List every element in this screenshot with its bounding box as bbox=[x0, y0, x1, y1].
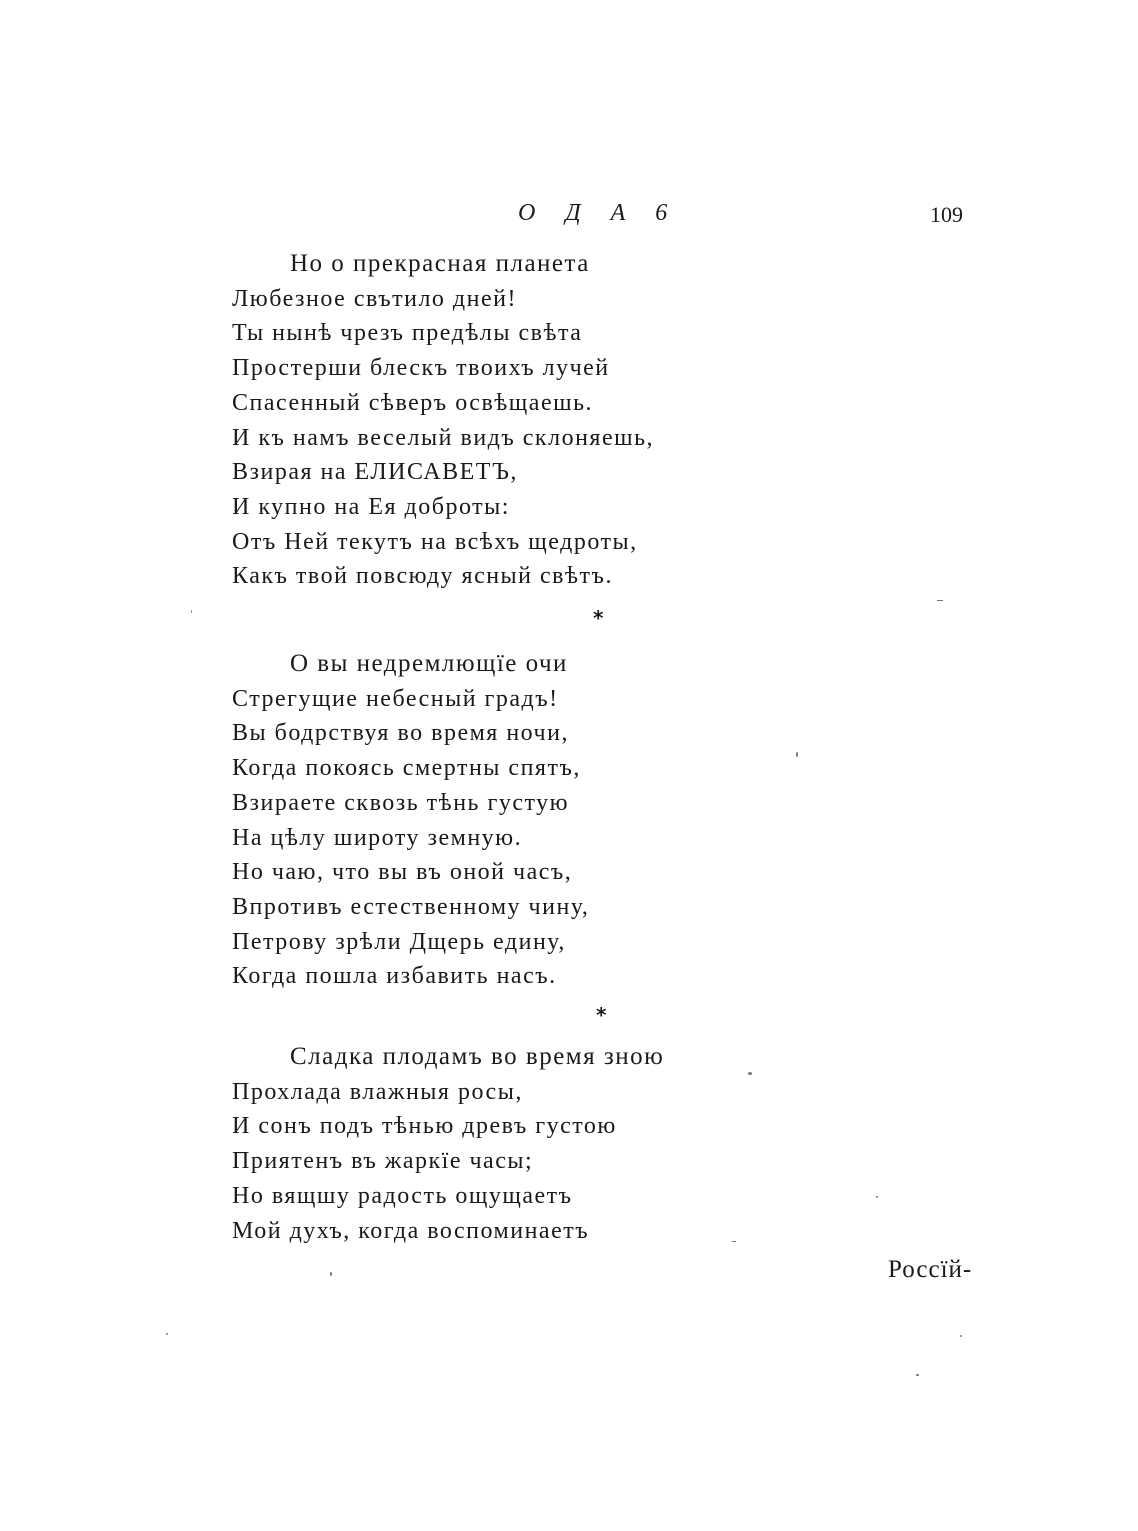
scan-speck bbox=[330, 1272, 332, 1276]
catchword: Россїй- bbox=[888, 1256, 973, 1283]
stanza-3 bbox=[232, 1040, 664, 1248]
verse-line: Простерши блескъ твоихъ лучей bbox=[232, 355, 610, 382]
verse-line: Стрегущие небесный градъ! bbox=[232, 685, 559, 712]
scan-speck bbox=[876, 1196, 878, 1198]
verse-line: Когда пошла избавить насъ. bbox=[232, 963, 557, 990]
verse-line: Петрову зрѣли Дщерь едину, bbox=[232, 928, 566, 955]
scan-speck bbox=[916, 1374, 919, 1376]
verse-line: Приятенъ въ жаркїе часы; bbox=[232, 1148, 534, 1175]
verse-line: Сладка плодамъ во время зною bbox=[290, 1043, 665, 1070]
running-title: О Д А 6 bbox=[518, 200, 680, 226]
scan-speck bbox=[796, 752, 798, 757]
verse-line: Но о прекрасная планета bbox=[290, 250, 590, 277]
verse-line: Отъ Ней текутъ на всѣхъ щедроты, bbox=[232, 528, 638, 555]
scan-speck bbox=[960, 1335, 962, 1337]
scan-speck bbox=[166, 1333, 168, 1335]
stanza-2 bbox=[232, 647, 589, 994]
verse-line: Взираете сквозь тѣнь густую bbox=[232, 789, 570, 816]
verse-line: На цѣлу широту земную. bbox=[232, 824, 523, 851]
verse-line: Любезное свътило дней! bbox=[232, 285, 517, 312]
verse-line: Мой духъ, когда воспоминаетъ bbox=[232, 1217, 590, 1244]
scan-speck bbox=[191, 610, 192, 613]
stanza-separator: * bbox=[596, 1003, 607, 1027]
verse-line: Впротивъ естественному чину, bbox=[232, 893, 590, 920]
verse-line: О вы недремлющїе очи bbox=[290, 650, 568, 677]
scan-speck bbox=[732, 1241, 736, 1242]
stanza-1 bbox=[232, 247, 654, 594]
verse-line: Ты нынѣ чрезъ предѣлы свѣта bbox=[232, 320, 583, 347]
verse-line: И купно на Ея доброты: bbox=[232, 493, 510, 520]
verse-line: Когда покоясь смертны спятъ, bbox=[232, 755, 581, 782]
verse-line: И къ намъ веселый видъ склоняешь, bbox=[232, 424, 655, 451]
stanza-separator: * bbox=[593, 606, 604, 630]
verse-line: Какъ твой повсюду ясный свѣтъ. bbox=[232, 563, 613, 590]
scan-speck bbox=[937, 600, 943, 601]
verse-line: И сонъ подъ тѣнью древъ густою bbox=[232, 1113, 617, 1140]
verse-line: Спасенный сѣверъ освѣщаешь. bbox=[232, 389, 594, 416]
verse-line: Прохлада влажныя росы, bbox=[232, 1078, 523, 1105]
scan-speck bbox=[748, 1072, 752, 1075]
verse-line: Но вящшу радость ощущаетъ bbox=[232, 1182, 573, 1209]
verse-line: Взирая на ЕЛИСАВЕТЪ, bbox=[232, 459, 518, 486]
verse-line: Вы бодрствуя во время ночи, bbox=[232, 720, 569, 747]
verse-line: Но чаю, что вы въ оной часъ, bbox=[232, 859, 573, 886]
page-number: 109 bbox=[930, 202, 963, 227]
